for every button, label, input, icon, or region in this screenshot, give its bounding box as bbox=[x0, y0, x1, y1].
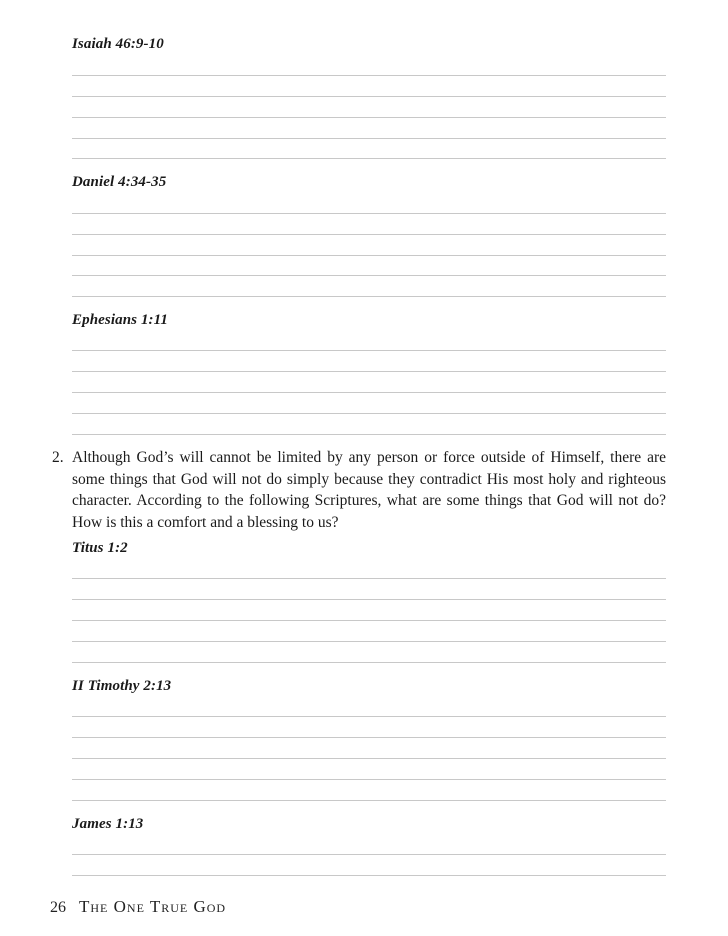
scripture-reference-isaiah: Isaiah 46:9-10 bbox=[72, 36, 164, 52]
writing-line bbox=[72, 350, 666, 351]
writing-line bbox=[72, 234, 666, 235]
scripture-reference-james: James 1:13 bbox=[72, 816, 144, 832]
writing-line bbox=[72, 413, 666, 414]
writing-line bbox=[72, 75, 666, 76]
writing-line bbox=[72, 255, 666, 256]
question-number: 2. bbox=[52, 449, 64, 466]
scripture-reference-daniel: Daniel 4:34-35 bbox=[72, 174, 167, 190]
scripture-reference-ephesians: Ephesians 1:11 bbox=[72, 312, 169, 328]
writing-line bbox=[72, 737, 666, 738]
writing-line bbox=[72, 875, 666, 876]
writing-line bbox=[72, 758, 666, 759]
question-text: Although God’s will cannot be limited by any person or force outside of Himself, there are some things that God will not do simply because they contradict His most holy and righteous character. According to the following Scriptures, what are some things that God will not do? How is this a comfort and a blessing to us? bbox=[72, 449, 666, 531]
writing-line bbox=[72, 800, 666, 801]
writing-line bbox=[72, 138, 666, 139]
writing-line bbox=[72, 158, 666, 159]
writing-line bbox=[72, 275, 666, 276]
scripture-reference-titus: Titus 1:2 bbox=[72, 540, 128, 556]
writing-line bbox=[72, 96, 666, 97]
page-number: 26 bbox=[50, 899, 66, 916]
writing-line bbox=[72, 434, 666, 435]
writing-line bbox=[72, 578, 666, 579]
writing-line bbox=[72, 662, 666, 663]
book-title: The One True God bbox=[79, 897, 227, 916]
writing-line bbox=[72, 599, 666, 600]
writing-line bbox=[72, 117, 666, 118]
writing-line bbox=[72, 371, 666, 372]
writing-line bbox=[72, 620, 666, 621]
writing-line bbox=[72, 854, 666, 855]
writing-line bbox=[72, 213, 666, 214]
writing-line bbox=[72, 296, 666, 297]
scripture-reference-timothy: II Timothy 2:13 bbox=[72, 678, 172, 694]
page-footer bbox=[50, 897, 226, 917]
writing-line bbox=[72, 392, 666, 393]
writing-line bbox=[72, 641, 666, 642]
writing-line bbox=[72, 779, 666, 780]
writing-line bbox=[72, 716, 666, 717]
